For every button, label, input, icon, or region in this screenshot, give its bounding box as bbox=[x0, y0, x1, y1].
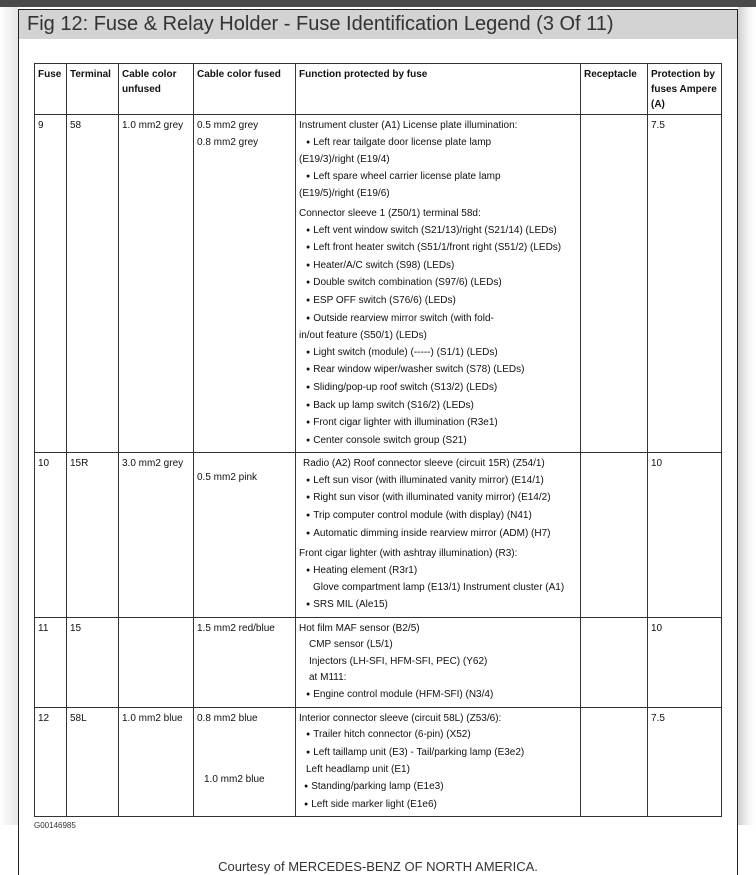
cell-ampere: 7.5 bbox=[648, 115, 722, 453]
header-cable-unfused: Cable color unfused bbox=[119, 64, 194, 115]
cell-ampere: 7.5 bbox=[648, 707, 722, 817]
cell-receptacle bbox=[581, 617, 648, 707]
cell-receptacle bbox=[581, 453, 648, 617]
table-row bbox=[35, 453, 722, 617]
cell-function: Instrument cluster (A1) License plate illumination: ● Left rear tailgate door license plate lamp (E19/3)/right (E19/4) ● Left spare wheel carrier license plate lamp (E19/5)/right (E19/6) Connector sleeve 1 (Z50/1) terminal 58d: ● Left vent window switch (S21/13)/right (S21/14) (LEDs) ● Left front heater switch (S51/1/front right (S51/2) (LEDs) ● Heater/A/C switch (S98) (LEDs) ● Double switch combination (S97/6) (LEDs) ● ESP OFF switch (S76/6) (LEDs) ● Outside rearview mirror switch (with fold- in/out feature (S50/1) (LEDs) ● Light switch (module) (-----) (S1/1) (LEDs) ● Rear window wiper/washer switch (S78) (LEDs) ● Sliding/pop-up roof switch (S13/2) (LEDs) ● Back up lamp switch (S16/2) (LEDs) ● Front cigar lighter with illumination (R3e1) ● Center console switch group (S21) bbox=[296, 115, 581, 453]
cell-ampere: 10 bbox=[648, 617, 722, 707]
table-wrapper bbox=[19, 39, 737, 817]
cell-fuse: 9 bbox=[35, 115, 67, 453]
cell-unfused: 1.0 mm2 grey bbox=[119, 115, 194, 453]
cell-terminal: 15R bbox=[67, 453, 119, 617]
figure-title: Fig 12: Fuse & Relay Holder - Fuse Identification Legend (3 Of 11) bbox=[27, 13, 614, 35]
cell-terminal: 15 bbox=[67, 617, 119, 707]
viewer-top-bar bbox=[0, 0, 756, 7]
table-row bbox=[35, 617, 722, 707]
cell-function: Interior connector sleeve (circuit 58L) (Z53/6): ● Trailer hitch connector (6-pin) (X52) ● Left taillamp unit (E3) - Tail/parking lamp (E3e2) Left headlamp unit (E1) ● Standing/parking lamp (E1e3) ● Left side marker light (E1e6) bbox=[296, 707, 581, 817]
figure-id: G00146985 bbox=[34, 821, 76, 831]
cell-fuse: 12 bbox=[35, 707, 67, 817]
cell-ampere: 10 bbox=[648, 453, 722, 617]
cell-unfused: 3.0 mm2 grey bbox=[119, 453, 194, 617]
cell-fuse: 10 bbox=[35, 453, 67, 617]
table-header-row bbox=[35, 64, 722, 115]
cell-terminal: 58 bbox=[67, 115, 119, 453]
cell-receptacle bbox=[581, 707, 648, 817]
table-row bbox=[35, 707, 722, 817]
header-cable-fused: Cable color fused bbox=[194, 64, 296, 115]
header-function: Function protected by fuse bbox=[296, 64, 581, 115]
page-shadow-right bbox=[738, 7, 756, 825]
cell-unfused bbox=[119, 617, 194, 707]
header-receptacle: Receptacle bbox=[581, 64, 648, 115]
fuse-legend-table bbox=[34, 63, 722, 817]
table-row bbox=[35, 115, 722, 453]
cell-unfused: 1.0 mm2 blue bbox=[119, 707, 194, 817]
figure-card bbox=[18, 9, 738, 875]
cell-fused: 0.5 mm2 pink bbox=[194, 453, 296, 617]
header-protection: Protection by fuses Ampere (A) bbox=[648, 64, 722, 115]
header-fuse: Fuse bbox=[35, 64, 67, 115]
header-terminal: Terminal bbox=[67, 64, 119, 115]
cell-fused: 0.5 mm2 grey 0.8 mm2 grey bbox=[194, 115, 296, 453]
cell-function: Radio (A2) Roof connector sleeve (circuit 15R) (Z54/1) ● Left sun visor (with illuminated vanity mirror) (E14/1) ● Right sun visor (with illuminated vanity mirror) (E14/2) ● Trip computer control module (with display) (N41) ● Automatic dimming inside rearview mirror (ADM) (H7) Front cigar lighter (with ashtray illumination) (R3): ● Heating element (R3r1) Glove compartment lamp (E13/1) Instrument cluster (A1) ● SRS MIL (Ale15) bbox=[296, 453, 581, 617]
cell-function: Hot film MAF sensor (B2/5) CMP sensor (L5/1) Injectors (LH-SFI, HFM-SFI, PEC) (Y62) at M111: ● Engine control module (HFM-SFI) (N3/4) bbox=[296, 617, 581, 707]
title-band bbox=[19, 10, 737, 39]
cell-fused: 1.5 mm2 red/blue bbox=[194, 617, 296, 707]
cell-fuse: 11 bbox=[35, 617, 67, 707]
cell-fused: 0.8 mm2 blue 1.0 mm2 blue bbox=[194, 707, 296, 817]
page-shadow-left bbox=[0, 7, 18, 825]
cell-receptacle bbox=[581, 115, 648, 453]
cell-terminal: 58L bbox=[67, 707, 119, 817]
courtesy-credit: Courtesy of MERCEDES-BENZ OF NORTH AMERICA. bbox=[218, 859, 538, 875]
